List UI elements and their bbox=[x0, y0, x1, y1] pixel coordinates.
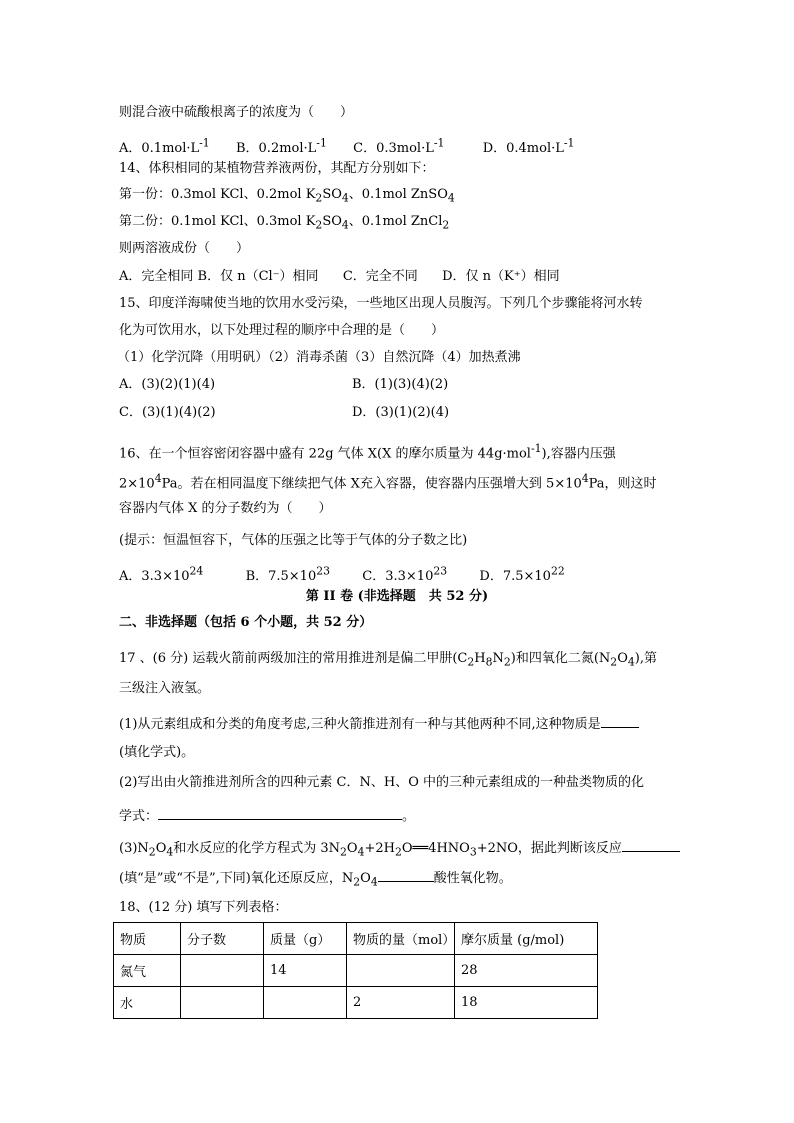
answer-blank[interactable] bbox=[158, 806, 402, 820]
q16-hint: (提示：恒温恒容下，气体的压强之比等于气体的分子数之比) bbox=[119, 533, 468, 548]
table-row bbox=[114, 955, 598, 987]
q17-part2: (2)写出由火箭推进剂所含的四种元素 C．N、H、O 中的三种元素组成的一种盐类物质的化 bbox=[119, 775, 644, 790]
answer-blank[interactable] bbox=[622, 838, 680, 852]
q16-line3: 容器内气体 X 的分子数约为（ ） bbox=[119, 501, 332, 516]
q15-option-b: B．(1)(3)(4)(2) bbox=[352, 377, 449, 392]
table-cell: 2 bbox=[347, 987, 455, 1019]
q16-options bbox=[119, 563, 565, 586]
q16-option-b: B．$7.5\times 10^{23}$ bbox=[245, 565, 331, 585]
table-cell: 水 bbox=[114, 987, 181, 1019]
q17-part3b: (填“是”或“不是”,下同)氧化还原反应，$N_2O_4$ 酸性氧化物。 bbox=[119, 868, 512, 892]
q16-option-a: A．$3.3\times 10^{24}$ bbox=[119, 565, 204, 585]
q15-option-a: A．(3)(2)(1)(4) bbox=[119, 377, 216, 392]
table-header-cell: 摩尔质量 (g/mol) bbox=[455, 923, 598, 955]
table-cell[interactable] bbox=[181, 955, 264, 987]
q17-part1: (1)从元素组成和分类的角度考虑,三种火箭推进剂有一种与其他两种不同,这种物质是 bbox=[119, 714, 639, 734]
q14-stem: 14、体积相同的某植物营养液两份，其配方分别如下： bbox=[119, 161, 435, 176]
q15-option-c: C．(3)(1)(4)(2) bbox=[119, 405, 216, 420]
q13-option-c: C．$0.3mol\cdot L^{-1}$ bbox=[353, 137, 445, 157]
table-row bbox=[114, 987, 598, 1019]
q17-line1: 17 、(6 分) 运载火箭前两级加注的常用推进剂是偏二甲肼$(C_2H_8N_2)$和四氧化二氮$(N_2O_4)$,第 bbox=[119, 651, 657, 669]
q14-options bbox=[119, 268, 560, 286]
q14-option-b: B．仅 n（Cl⁻）相同 bbox=[197, 269, 319, 284]
table-header-cell: 分子数 bbox=[181, 923, 264, 955]
q15-option-d: D．(3)(1)(2)(4) bbox=[352, 405, 450, 420]
table-cell[interactable] bbox=[347, 955, 455, 987]
q14-second-formula: 第二份：0.1mol KCl、0.3mol $K_2SO_4$、0.1mol ZnCl$_2$ bbox=[119, 214, 450, 232]
table-header-cell: 质量（g） bbox=[264, 923, 347, 955]
q17-part2b: 学式： 。 bbox=[119, 806, 415, 826]
table-cell[interactable] bbox=[264, 987, 347, 1019]
q14-option-a: A．完全相同 bbox=[119, 269, 194, 284]
q16-option-c: C．$3.3\times 10^{23}$ bbox=[362, 565, 448, 585]
q13-options bbox=[119, 135, 574, 158]
table-header-row bbox=[114, 923, 598, 955]
q13-option-b: B．$0.2mol\cdot L^{-1}$ bbox=[235, 137, 327, 157]
q15-line2: 化为可饮用水，以下处理过程的顺序中合理的是（ ） bbox=[119, 323, 445, 338]
q15-line3: （1）化学沉降（用明矾）（2）消毒杀菌（3）自然沉降（4）加热煮沸 bbox=[117, 350, 521, 365]
table-cell: 18 bbox=[455, 987, 598, 1019]
table-cell: 28 bbox=[455, 955, 598, 987]
q17-line2: 三级注入液氢。 bbox=[119, 681, 211, 696]
q16-option-d: D．$7.5\times 10^{22}$ bbox=[479, 565, 565, 585]
answer-blank[interactable] bbox=[378, 868, 434, 882]
q16-line2: $2\times 10^4Pa$。若在相同温度下继续把气体 X充入容器，使容器内压强增大到 $5\times 10^4Pa$，则这时 bbox=[119, 472, 657, 492]
q14-question: 则两溶液成份（ ） bbox=[119, 241, 250, 256]
q15-line1: 15、印度洋海啸使当地的饮用水受污染，一些地区出现人员腹泻。下列几个步骤能将河水转 bbox=[119, 296, 643, 311]
q14-option-c: C．完全不同 bbox=[342, 269, 418, 284]
q14-option-d: D．仅 n（K⁺）相同 bbox=[442, 269, 560, 284]
answer-blank[interactable] bbox=[601, 714, 639, 728]
q14-first-formula: 第一份：0.3mol KCl、0.2mol $K_2SO_4$、0.1mol ZnSO$_4$ bbox=[119, 187, 455, 205]
q17-part1b: (填化学式)。 bbox=[119, 745, 195, 760]
q18-table bbox=[113, 922, 598, 1019]
part2-title: 第 II 卷 (非选择题 共 52 分) bbox=[305, 589, 489, 604]
section2-title: 二、非选择题（包括 6 个小题，共 52 分） bbox=[119, 615, 373, 630]
table-cell: 14 bbox=[264, 955, 347, 987]
q13-option-d: D．$0.4mol\cdot L^{-1}$ bbox=[482, 137, 575, 157]
q16-line1: 16、在一个恒容密闭容器中盛有 22g 气体 X(X 的摩尔质量为 44g·mol$^{-1}$),容器内压强 bbox=[119, 442, 616, 462]
q13-option-a: A．$0.1mol\cdot L^{-1}$ bbox=[119, 137, 210, 157]
q13-stem: 则混合液中硫酸根离子的浓度为（ ） bbox=[119, 105, 354, 120]
table-header-cell: 物质的量（mol） bbox=[347, 923, 455, 955]
table-cell[interactable] bbox=[181, 987, 264, 1019]
table-cell: 氮气 bbox=[114, 955, 181, 987]
q18-title: 18、(12 分) 填写下列表格： bbox=[119, 900, 288, 915]
table-header-cell: 物质 bbox=[114, 923, 181, 955]
q17-part3: $(3)N_2O_4$和水反应的化学方程式为 $3N_2O_4+2H_2O══4HNO_3+2NO$，据此判断该反应 bbox=[119, 838, 680, 862]
